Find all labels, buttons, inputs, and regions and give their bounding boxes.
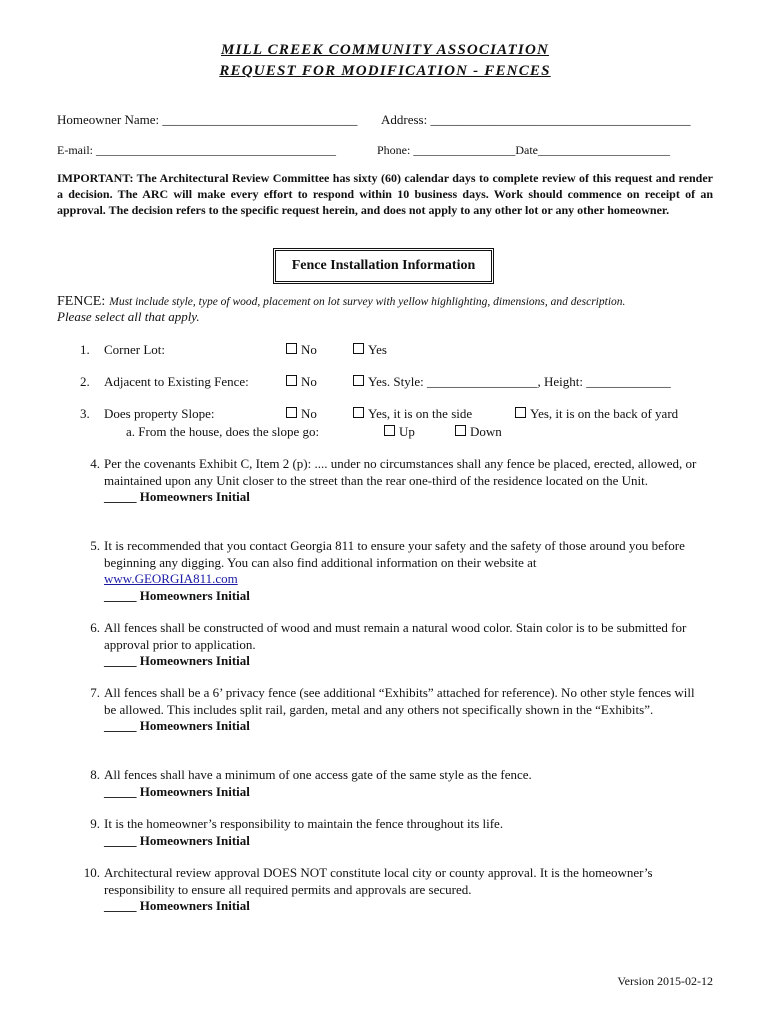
select-instruction: Please select all that apply.	[57, 309, 200, 324]
checkbox-icon[interactable]	[286, 407, 297, 418]
item-text: It is the homeowner’s responsibility to maintain the fence throughout its life.	[104, 816, 504, 831]
homeowner-initial-field[interactable]: _____ Homeowners Initial	[104, 587, 250, 603]
fence-intro	[57, 292, 625, 310]
q3-label: Does property Slope:	[104, 406, 215, 421]
q2-number: 2.	[80, 374, 90, 389]
q1-yes-option[interactable]: Yes	[353, 342, 387, 358]
item-text: All fences shall have a minimum of one access gate of the same style as the fence.	[104, 767, 532, 782]
q2-no-option[interactable]: No	[286, 374, 317, 390]
homeowner-initial-field[interactable]: _____ Homeowners Initial	[104, 489, 250, 504]
checkbox-icon[interactable]	[515, 407, 526, 418]
checkbox-icon[interactable]	[353, 375, 364, 386]
q2-label: Adjacent to Existing Fence:	[104, 374, 249, 389]
section-title-box	[273, 248, 494, 284]
checkbox-icon[interactable]	[384, 425, 395, 436]
checkbox-icon[interactable]	[455, 425, 466, 436]
q3-no-option[interactable]: No	[286, 406, 317, 422]
fence-label: FENCE:	[57, 294, 106, 309]
important-notice: IMPORTANT: The Architectural Review Committee has sixty (60) calendar days to complete review of this request and render a decision. The ARC will make every effort to respond within 10 business days. Work should commence on receipt of an approval. The decision refers to the specific request herein, and does not apply to any other lot or any other homeowner.	[57, 171, 713, 217]
checkbox-icon[interactable]	[353, 407, 364, 418]
section-title: Fence Installation Information	[291, 258, 476, 273]
q1-number: 1.	[80, 342, 90, 357]
georgia811-link[interactable]: www.GEORGIA811.com	[104, 571, 238, 586]
homeowner-initial-field[interactable]: _____ Homeowners Initial	[104, 653, 250, 668]
address-field[interactable]: Address: ________________________________________	[381, 112, 691, 127]
homeowner-name-field[interactable]: Homeowner Name: ______________________________	[57, 112, 358, 127]
item-text: Per the covenants Exhibit C, Item 2 (p): .... under no circumstances shall any fence be placed, erected, allowed, or maintained upon any Unit closer to the street than the rear one-third of the residence located on the Unit.	[104, 456, 697, 488]
homeowner-initial-field[interactable]: _____ Homeowners Initial	[104, 783, 250, 799]
item-text: All fences shall be constructed of wood and must remain a natural wood color. Stain color is to be submitted for approval prior to application.	[104, 620, 687, 652]
q1-label: Corner Lot:	[104, 342, 166, 357]
version-label: Version 2015-02-12	[617, 974, 713, 988]
item-text: Architectural review approval DOES NOT constitute local city or county approval. It is the homeowner’s responsibility to ensure all required permits and approvals are secured.	[104, 865, 653, 897]
q1-no-option[interactable]: No	[286, 342, 317, 358]
email-field[interactable]: E-mail: ________________________________________	[57, 143, 336, 157]
item-text: All fences shall be a 6’ privacy fence (see additional “Exhibits” attached for reference). No other style fences will be allowed. This includes split rail, garden, metal and any others not specifically shown in the “Exhibits”.	[104, 685, 695, 717]
q3-up-option[interactable]: Up	[384, 424, 415, 440]
checkbox-icon[interactable]	[353, 343, 364, 354]
document-subtitle: REQUEST FOR MODIFICATION - FENCES	[219, 63, 551, 79]
document-title: MILL CREEK COMMUNITY ASSOCIATION	[220, 42, 550, 58]
item-text: It is recommended that you contact Georgia 811 to ensure your safety and the safety of those around you before beginning any digging. You can also find additional information on their website at	[104, 538, 685, 570]
q3-sub-label: a. From the house, does the slope go:	[126, 424, 320, 439]
homeowner-initial-field[interactable]: _____ Homeowners Initial	[104, 718, 250, 733]
q3-back-option[interactable]: Yes, it is on the back of yard	[515, 406, 678, 422]
q3-down-option[interactable]: Down	[455, 424, 502, 440]
q2-yes-option[interactable]: Yes. Style: _________________, Height: _____________	[353, 374, 671, 390]
q3-number: 3.	[80, 406, 90, 421]
homeowner-initial-field[interactable]: _____ Homeowners Initial	[104, 898, 250, 913]
homeowner-initial-field[interactable]: _____ Homeowners Initial	[104, 832, 250, 848]
fence-note: Must include style, type of wood, placement on lot survey with yellow highlighting, dimensions, and description.	[109, 296, 626, 308]
phone-date-field[interactable]: Phone: _________________Date______________________	[377, 143, 670, 157]
checkbox-icon[interactable]	[286, 375, 297, 386]
q3-side-option[interactable]: Yes, it is on the side	[353, 406, 472, 422]
checkbox-icon[interactable]	[286, 343, 297, 354]
